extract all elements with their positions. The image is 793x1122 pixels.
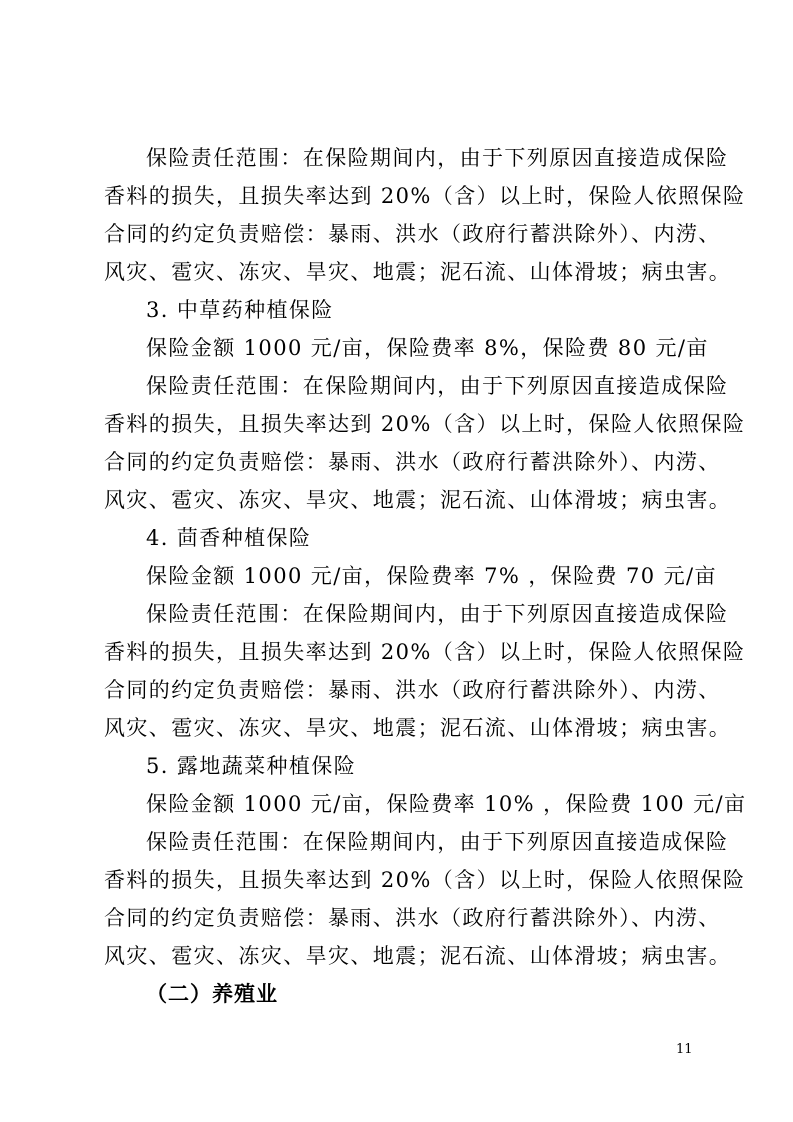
paragraph-line: 保险责任范围：在保险期间内，由于下列原因直接造成保险 xyxy=(146,830,729,854)
paragraph-line: 保险责任范围：在保险期间内，由于下列原因直接造成保险 xyxy=(146,146,729,170)
paragraph-line: 风灾、雹灾、冻灾、旱灾、地震；泥石流、山体滑坡；病虫害。 xyxy=(104,260,732,284)
paragraph-line: 风灾、雹灾、冻灾、旱灾、地震；泥石流、山体滑坡；病虫害。 xyxy=(104,944,732,968)
paragraph-line: 合同的约定负责赔偿：暴雨、洪水（政府行蓄洪除外）、内涝、 xyxy=(104,678,721,702)
paragraph-line: 香料的损失，且损失率达到 20%（含）以上时，保险人依照保险 xyxy=(104,412,746,436)
paragraph-line: 保险责任范围：在保险期间内，由于下列原因直接造成保险 xyxy=(146,374,729,398)
page-number: 11 xyxy=(676,1042,693,1057)
paragraph-line: 保险金额 1000 元/亩，保险费率 10% ，保险费 100 元/亩 xyxy=(146,792,747,816)
section-heading: 3. 中草药种植保险 xyxy=(146,298,334,322)
paragraph-line: 合同的约定负责赔偿：暴雨、洪水（政府行蓄洪除外）、内涝、 xyxy=(104,450,721,474)
section-heading: 5. 露地蔬菜种植保险 xyxy=(146,754,357,778)
paragraph-line: 保险责任范围：在保险期间内，由于下列原因直接造成保险 xyxy=(146,602,729,626)
paragraph-line: 保险金额 1000 元/亩，保险费率 7% ，保险费 70 元/亩 xyxy=(146,564,717,588)
paragraph-line: 香料的损失，且损失率达到 20%（含）以上时，保险人依照保险 xyxy=(104,640,746,664)
section-heading: 4. 茴香种植保险 xyxy=(146,526,312,550)
paragraph-line: 合同的约定负责赔偿：暴雨、洪水（政府行蓄洪除外）、内涝、 xyxy=(104,222,721,246)
chapter-heading: （二）养殖业 xyxy=(146,981,278,1006)
paragraph-line: 风灾、雹灾、冻灾、旱灾、地震；泥石流、山体滑坡；病虫害。 xyxy=(104,716,732,740)
paragraph-line: 合同的约定负责赔偿：暴雨、洪水（政府行蓄洪除外）、内涝、 xyxy=(104,906,721,930)
paragraph-line: 香料的损失，且损失率达到 20%（含）以上时，保险人依照保险 xyxy=(104,184,746,208)
paragraph-line: 香料的损失，且损失率达到 20%（含）以上时，保险人依照保险 xyxy=(104,868,746,892)
paragraph-line: 风灾、雹灾、冻灾、旱灾、地震；泥石流、山体滑坡；病虫害。 xyxy=(104,488,732,512)
paragraph-line: 保险金额 1000 元/亩，保险费率 8%，保险费 80 元/亩 xyxy=(146,336,709,360)
